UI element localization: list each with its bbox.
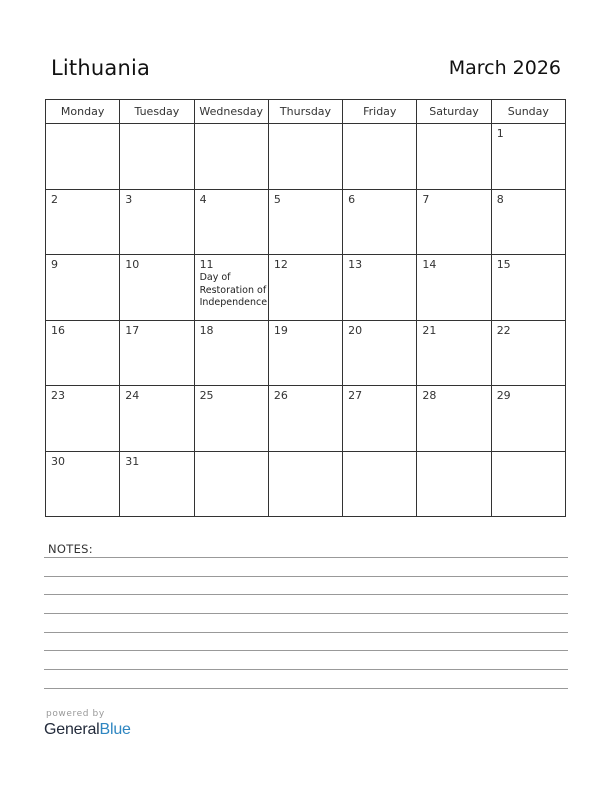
day-cell [194, 386, 268, 452]
day-cell [268, 320, 342, 386]
day-number: 17 [125, 323, 140, 337]
empty-day-cell [491, 451, 565, 517]
weekday-monday: Monday [46, 100, 120, 124]
note-line [44, 594, 568, 595]
day-number: 12 [273, 258, 288, 271]
day-cell [491, 386, 565, 452]
weekday-wednesday: Wednesday [194, 100, 268, 124]
day-cell [194, 320, 268, 386]
empty-day-cell [343, 451, 417, 517]
empty-day-cell [417, 451, 491, 517]
note-line [44, 576, 568, 577]
country-title: Lithuania [51, 56, 151, 80]
day-number: 13 [348, 258, 363, 271]
note-line [44, 650, 568, 651]
day-cell [343, 255, 417, 321]
calendar-grid [45, 99, 566, 517]
day-number: 31 [125, 454, 140, 468]
holiday-label: Day of Restoration of Independence [199, 272, 268, 308]
month-year-title: March 2026 [448, 57, 561, 79]
empty-day-cell [268, 451, 342, 517]
weekday-friday: Friday [343, 100, 417, 124]
empty-day-cell [120, 124, 194, 190]
day-number: 18 [199, 323, 214, 337]
day-cell [46, 451, 120, 517]
day-cell [120, 320, 194, 386]
empty-day-cell [46, 124, 120, 190]
day-cell [120, 189, 194, 255]
day-number: 4 [199, 192, 207, 206]
day-number: 9 [51, 258, 58, 271]
weekday-tuesday: Tuesday [120, 100, 194, 124]
day-number: 29 [496, 389, 511, 402]
weekday-thursday: Thursday [268, 100, 342, 124]
day-cell [120, 451, 194, 517]
day-number: 6 [348, 192, 356, 206]
day-number: 26 [273, 389, 288, 402]
day-cell [120, 255, 194, 321]
powered-by-text: powered by [46, 709, 105, 719]
day-cell [417, 320, 491, 386]
day-number: 20 [348, 323, 363, 337]
day-number: 28 [422, 389, 437, 402]
empty-day-cell [268, 124, 342, 190]
week-row [46, 124, 566, 190]
day-number: 21 [422, 323, 437, 337]
day-number: 15 [496, 258, 511, 271]
note-line [44, 632, 568, 633]
day-cell [194, 255, 268, 321]
weekday-saturday: Saturday [417, 100, 491, 124]
day-cell [343, 189, 417, 255]
day-cell [268, 386, 342, 452]
day-cell [491, 320, 565, 386]
day-cell [194, 189, 268, 255]
brand-blue: Blue [99, 721, 131, 738]
empty-day-cell [194, 451, 268, 517]
day-number: 30 [51, 454, 65, 468]
day-number: 14 [422, 258, 437, 271]
day-number: 24 [125, 389, 140, 402]
day-number: 19 [273, 323, 288, 337]
day-cell [417, 386, 491, 452]
note-line [44, 613, 568, 614]
week-row [46, 451, 566, 517]
day-cell [491, 189, 565, 255]
day-number: 25 [199, 389, 214, 402]
day-cell [417, 255, 491, 321]
day-cell [491, 124, 565, 190]
day-number: 5 [273, 192, 281, 206]
day-cell [46, 386, 120, 452]
week-row [46, 255, 566, 321]
day-cell [343, 320, 417, 386]
day-cell [268, 189, 342, 255]
note-line [44, 557, 568, 558]
day-number: 11 [199, 258, 214, 271]
day-cell [46, 189, 120, 255]
day-number: 10 [125, 258, 140, 271]
day-number: 27 [348, 389, 363, 402]
week-row [46, 320, 566, 386]
note-line [44, 688, 568, 689]
week-row [46, 386, 566, 452]
notes-label: NOTES: [48, 542, 93, 556]
empty-day-cell [417, 124, 491, 190]
day-cell [343, 386, 417, 452]
day-cell [46, 255, 120, 321]
day-number: 22 [496, 323, 511, 337]
day-number: 3 [125, 192, 133, 206]
week-row [46, 189, 566, 255]
day-number: 7 [422, 192, 430, 206]
brand-logo [44, 721, 131, 739]
day-number: 23 [51, 389, 65, 402]
brand-general: General [44, 721, 100, 738]
day-cell [417, 189, 491, 255]
note-line [44, 669, 568, 670]
weekday-sunday: Sunday [491, 100, 565, 124]
day-number: 2 [51, 192, 58, 206]
day-number: 16 [51, 323, 65, 337]
weekday-header-row [46, 100, 566, 124]
day-cell [268, 255, 342, 321]
empty-day-cell [343, 124, 417, 190]
day-number: 1 [496, 127, 504, 140]
empty-day-cell [194, 124, 268, 190]
day-number: 8 [496, 192, 504, 206]
day-cell [491, 255, 565, 321]
day-cell [120, 386, 194, 452]
day-cell [46, 320, 120, 386]
